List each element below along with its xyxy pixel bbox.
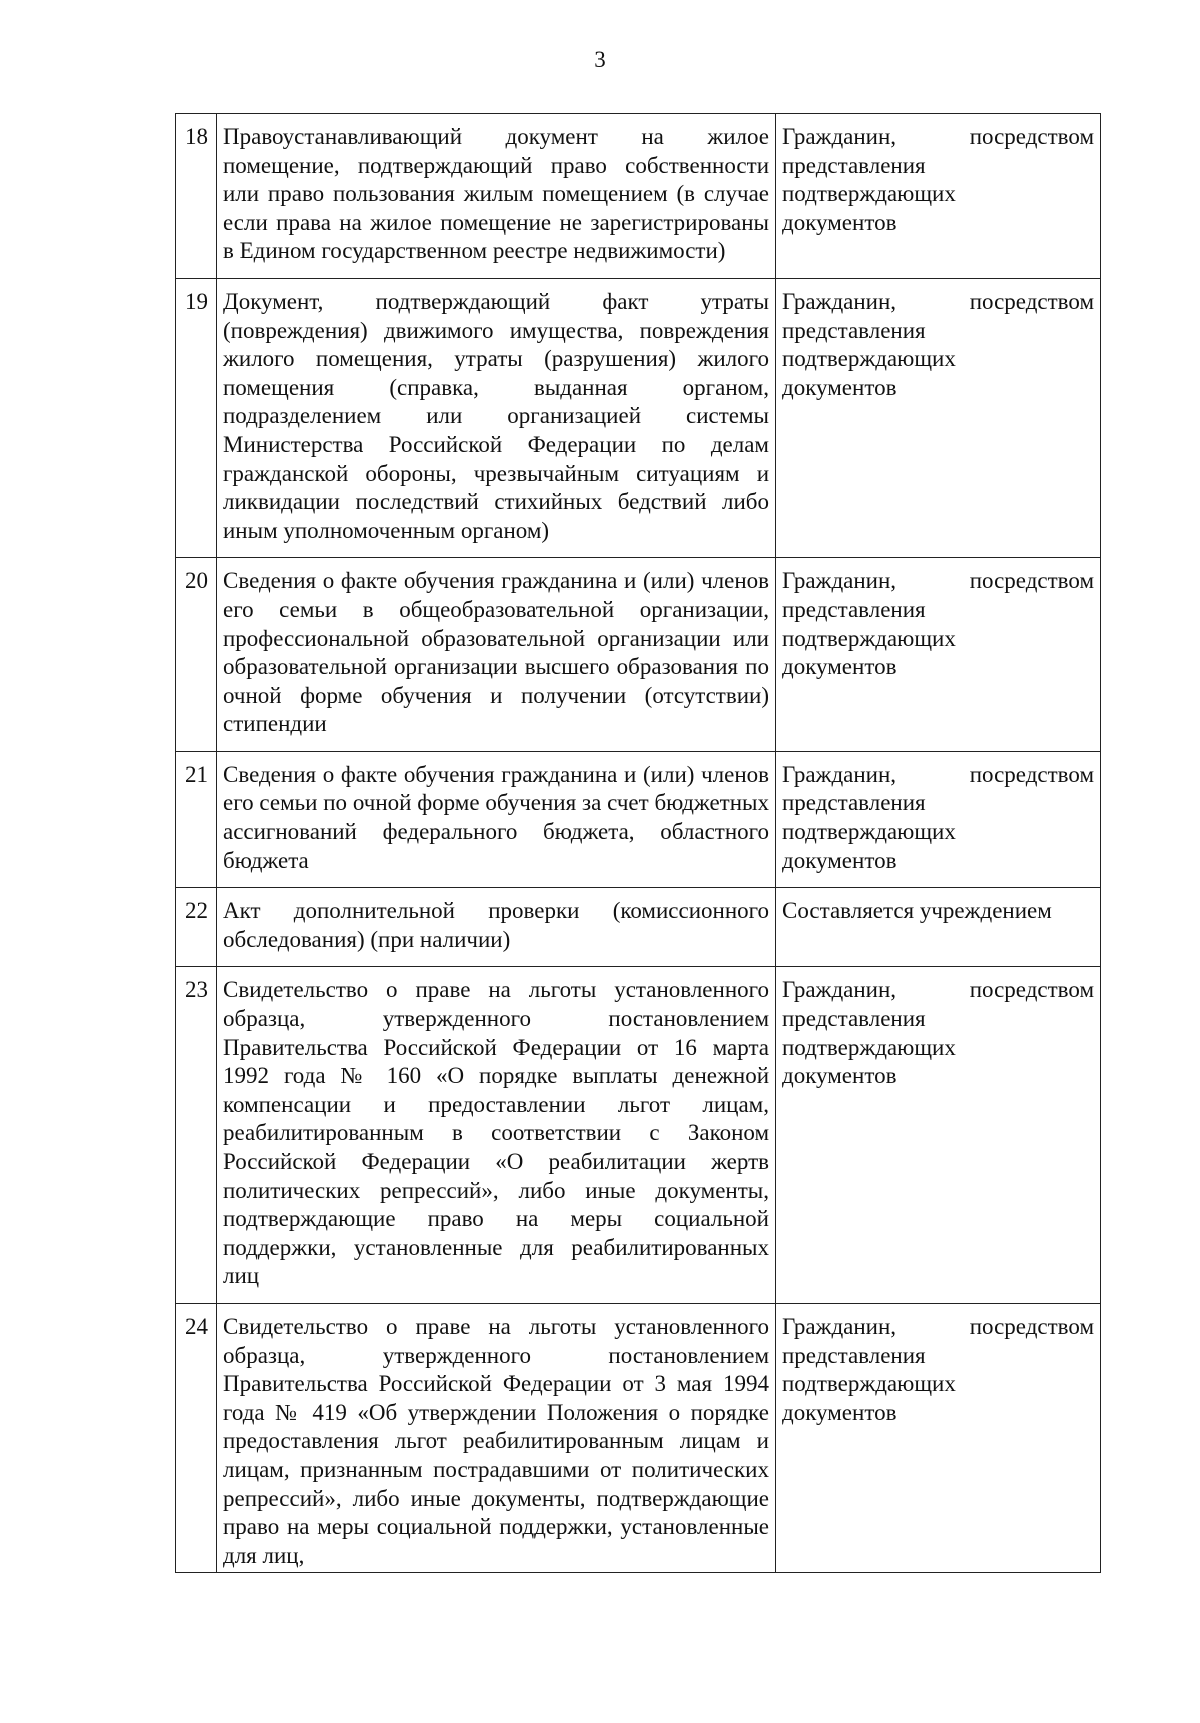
submission-method	[776, 967, 1101, 1304]
source-line: документов	[782, 654, 897, 680]
source-line: документов	[782, 374, 897, 400]
row-number: 22	[176, 888, 217, 967]
source-line: подтверждающих	[782, 181, 956, 207]
source-line: подтверждающих	[782, 1371, 956, 1397]
document-description: Свидетельство о праве на льготы установленного образца, утвержденного постановлением Правительства Российской Федерации от 3 мая 1994 года № 419 «Об утверждении Положения о порядке предоставления льгот реабилитированным лицам и лицам, признанным пострадавшими от политических репрессий», либо иные документы, подтверждающие право на меры социальной поддержки, установленные для лиц,	[217, 1303, 776, 1572]
document-description: Правоустанавливающий документ на жилое помещение, подтверждающий право собственности или право пользования жилым помещением (в случае если права на жилое помещение не зарегистрированы в Едином государственном реестре недвижимости)	[217, 114, 776, 279]
source-line: документов	[782, 1063, 897, 1089]
page-number: 3	[594, 47, 606, 72]
table-row	[176, 967, 1101, 1304]
source-word-citizen: Гражданин,	[782, 1313, 897, 1339]
source-line: представления	[782, 596, 926, 622]
row-number: 19	[176, 278, 217, 557]
source-line: документов	[782, 1399, 897, 1425]
document-description: Документ, подтверждающий факт утраты (повреждения) движимого имущества, повреждения жилого помещения, утраты (разрушения) жилого помещения (справка, выданная органом, подразделением или организацией системы Министерства Российской Федерации по делам гражданской обороны, чрезвычайным ситуациям и ликвидации последствий стихийных бедствий либо иным уполномоченным органом)	[217, 278, 776, 557]
source-word-citizen: Гражданин,	[782, 124, 897, 149]
source-line: подтверждающих	[782, 625, 956, 651]
submission-method	[776, 114, 1101, 279]
document-description: Сведения о факте обучения гражданина и (или) членов его семьи в общеобразовательной организации, профессиональной образовательной организации или образовательной организации высшего образования по очной форме обучения и получении (отсутствии) стипендии	[217, 558, 776, 752]
source-line: документов	[782, 209, 897, 235]
source-line: подтверждающих	[782, 1034, 956, 1060]
table-row	[176, 558, 1101, 752]
source-line: документов	[782, 847, 897, 873]
submission-method: Составляется учреждением	[776, 888, 1101, 967]
table-row	[176, 1303, 1101, 1572]
row-number: 18	[176, 114, 217, 279]
source-line: представления	[782, 790, 926, 816]
document-description: Сведения о факте обучения гражданина и (или) членов его семьи по очной форме обучения за счет бюджетных ассигнований федерального бюджета, областного бюджета	[217, 751, 776, 887]
source-line: подтверждающих	[782, 819, 956, 845]
source-word-by-means: посредством	[969, 124, 1094, 149]
row-number: 23	[176, 967, 217, 1304]
table-row	[176, 278, 1101, 557]
source-word-citizen: Гражданин,	[782, 977, 897, 1003]
source-word-citizen: Гражданин,	[782, 761, 897, 787]
row-number: 24	[176, 1303, 217, 1572]
documents-table	[175, 113, 1101, 1573]
source-word-by-means: посредством	[969, 568, 1094, 594]
source-line: представления	[782, 1006, 926, 1032]
source-word-by-means: посредством	[969, 761, 1094, 787]
source-line: представления	[782, 1342, 926, 1368]
submission-method	[776, 278, 1101, 557]
row-number: 20	[176, 558, 217, 752]
document-description: Акт дополнительной проверки (комиссионного обследования) (при наличии)	[217, 888, 776, 967]
table-row	[176, 751, 1101, 887]
source-word-citizen: Гражданин,	[782, 288, 897, 314]
row-number: 21	[176, 751, 217, 887]
source-word-by-means: посредством	[969, 288, 1094, 314]
source-line: представления	[782, 152, 926, 178]
source-word-citizen: Гражданин,	[782, 568, 897, 594]
submission-method	[776, 1303, 1101, 1572]
submission-method	[776, 751, 1101, 887]
document-description: Свидетельство о праве на льготы установленного образца, утвержденного постановлением Правительства Российской Федерации от 16 марта 1992 года № 160 «О порядке выплаты денежной компенсации и предоставлении льгот лицам, реабилитированным в соответствии с Законом Российской Федерации «О реабилитации жертв политических репрессий», либо иные документы, подтверждающие право на меры социальной поддержки, установленные для реабилитированных лиц	[217, 967, 776, 1304]
source-word-by-means: посредством	[969, 977, 1094, 1003]
table-row	[176, 114, 1101, 279]
source-line: подтверждающих	[782, 346, 956, 372]
submission-method	[776, 558, 1101, 752]
table-row	[176, 888, 1101, 967]
source-word-by-means: посредством	[969, 1313, 1094, 1339]
source-line: представления	[782, 317, 926, 343]
